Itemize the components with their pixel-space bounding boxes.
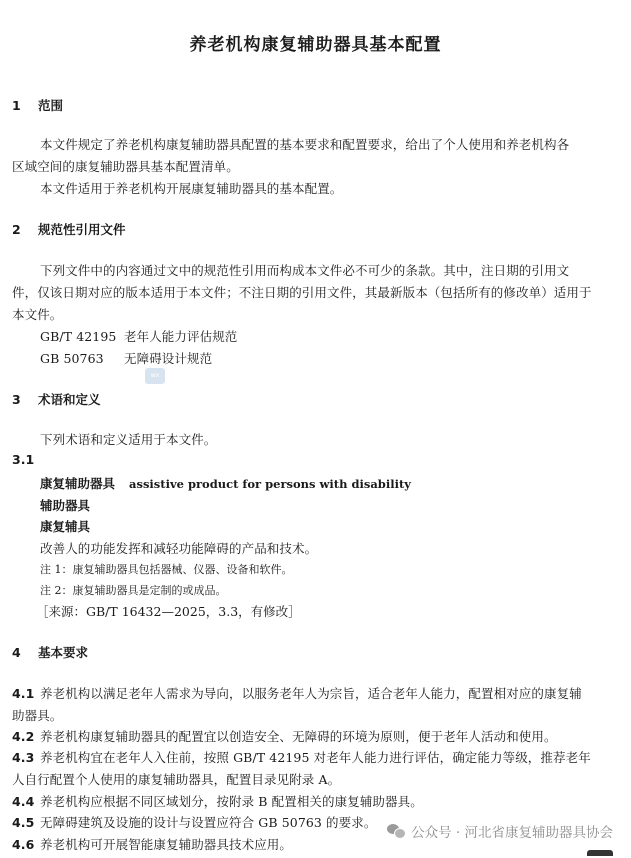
clause-number: 4.2 bbox=[12, 729, 35, 744]
section-title: 规范性引用文件 bbox=[38, 222, 126, 237]
section-number: 1 bbox=[12, 98, 21, 113]
clause bbox=[12, 813, 376, 831]
term-english: assistive product for persons with disability bbox=[129, 477, 411, 491]
section-1-heading bbox=[12, 96, 63, 114]
section-4-heading bbox=[12, 643, 88, 661]
clause bbox=[12, 727, 557, 745]
clause-text: 养老机构可开展智能康复辅助器具技术应用。 bbox=[40, 837, 293, 852]
clause-number: 4.3 bbox=[12, 750, 35, 765]
clause bbox=[12, 835, 292, 853]
section-title: 基本要求 bbox=[38, 645, 89, 660]
section-number: 4 bbox=[12, 645, 21, 660]
clause-text: 养老机构宜在老年人入住前，按照 GB/T 42195 对老年人能力进行评估，确定能力等级，推荐老年 bbox=[40, 750, 591, 765]
inline-watermark-image: wx bbox=[145, 368, 165, 384]
term-source: ［来源：GB/T 16432—2025，3.3，有修改］ bbox=[36, 604, 301, 619]
clause-number: 4.5 bbox=[12, 815, 35, 830]
clause-number: 4.4 bbox=[12, 794, 35, 809]
section-number: 2 bbox=[12, 222, 21, 237]
paragraph: 区域空间的康复辅助器具基本配置清单。 bbox=[12, 159, 239, 174]
clause-continuation: 助器具。 bbox=[12, 708, 63, 723]
clause bbox=[12, 748, 591, 766]
section-number: 3 bbox=[12, 392, 21, 407]
reference-code: GB/T 42195 bbox=[40, 329, 117, 344]
paragraph: 件，仅该日期对应的版本适用于本文件；不注日期的引用文件，其最新版本（包括所有的修改单）适用于 bbox=[12, 285, 592, 300]
clause bbox=[12, 684, 582, 702]
clause-text: 养老机构应根据不同区域划分，按附录 B 配置相关的康复辅助器具。 bbox=[40, 794, 423, 809]
section-title: 术语和定义 bbox=[38, 392, 101, 407]
clause-number: 4.6 bbox=[12, 837, 35, 852]
clause bbox=[12, 792, 423, 810]
reference-item bbox=[40, 327, 237, 345]
clause-text: 无障碍建筑及设施的设计与设置应符合 GB 50763 的要求。 bbox=[40, 815, 377, 830]
term-number: 3.1 bbox=[12, 452, 35, 467]
paragraph: 下列文件中的内容通过文中的规范性引用而构成本文件必不可少的条款。其中，注日期的引用文 bbox=[40, 263, 570, 278]
clause-text: 养老机构以满足老年人需求为导向，以服务老年人为宗旨，适合老年人能力，配置相对应的康复辅 bbox=[40, 686, 582, 701]
reference-code: GB 50763 bbox=[40, 351, 104, 366]
wechat-icon bbox=[387, 824, 405, 838]
term-definition: 改善人的功能发挥和减轻功能障碍的产品和技术。 bbox=[40, 541, 318, 556]
section-title: 范围 bbox=[38, 98, 64, 113]
term-note: 注 2：康复辅助器具是定制的或成品。 bbox=[40, 584, 227, 597]
term-note: 注 1：康复辅助器具包括器械、仪器、设备和软件。 bbox=[40, 563, 293, 576]
paragraph: 下列术语和定义适用于本文件。 bbox=[40, 432, 217, 447]
section-3-heading bbox=[12, 390, 101, 408]
term-chinese: 康复辅助器具 bbox=[40, 476, 116, 491]
paragraph: 本文件适用于养老机构开展康复辅助器具的基本配置。 bbox=[40, 181, 343, 196]
clause-number: 4.1 bbox=[12, 686, 35, 701]
clause-text: 养老机构康复辅助器具的配置宜以创造安全、无障碍的环境为原则，便于老年人活动和使用。 bbox=[40, 729, 557, 744]
reference-item bbox=[40, 349, 212, 367]
clause-continuation: 人自行配置个人使用的康复辅助器具，配置目录见附录 A。 bbox=[12, 772, 341, 787]
section-2-heading bbox=[12, 220, 126, 238]
reference-title: 无障碍设计规范 bbox=[124, 351, 213, 366]
paragraph: 本文件规定了养老机构康复辅助器具配置的基本要求和配置要求，给出了个人使用和养老机构各 bbox=[40, 137, 570, 152]
page-corner-mark bbox=[587, 850, 613, 856]
watermark-label: 公众号 · 河北省康复辅助器具协会 bbox=[411, 825, 613, 841]
term-entry bbox=[40, 474, 411, 492]
document-title: 养老机构康复辅助器具基本配置 bbox=[189, 35, 442, 55]
term-alternative: 康复辅具 bbox=[40, 519, 91, 534]
wechat-account-watermark bbox=[383, 819, 617, 843]
term-alternative: 辅助器具 bbox=[40, 498, 91, 513]
paragraph: 本文件。 bbox=[12, 307, 63, 322]
reference-title: 老年人能力评估规范 bbox=[124, 329, 238, 344]
